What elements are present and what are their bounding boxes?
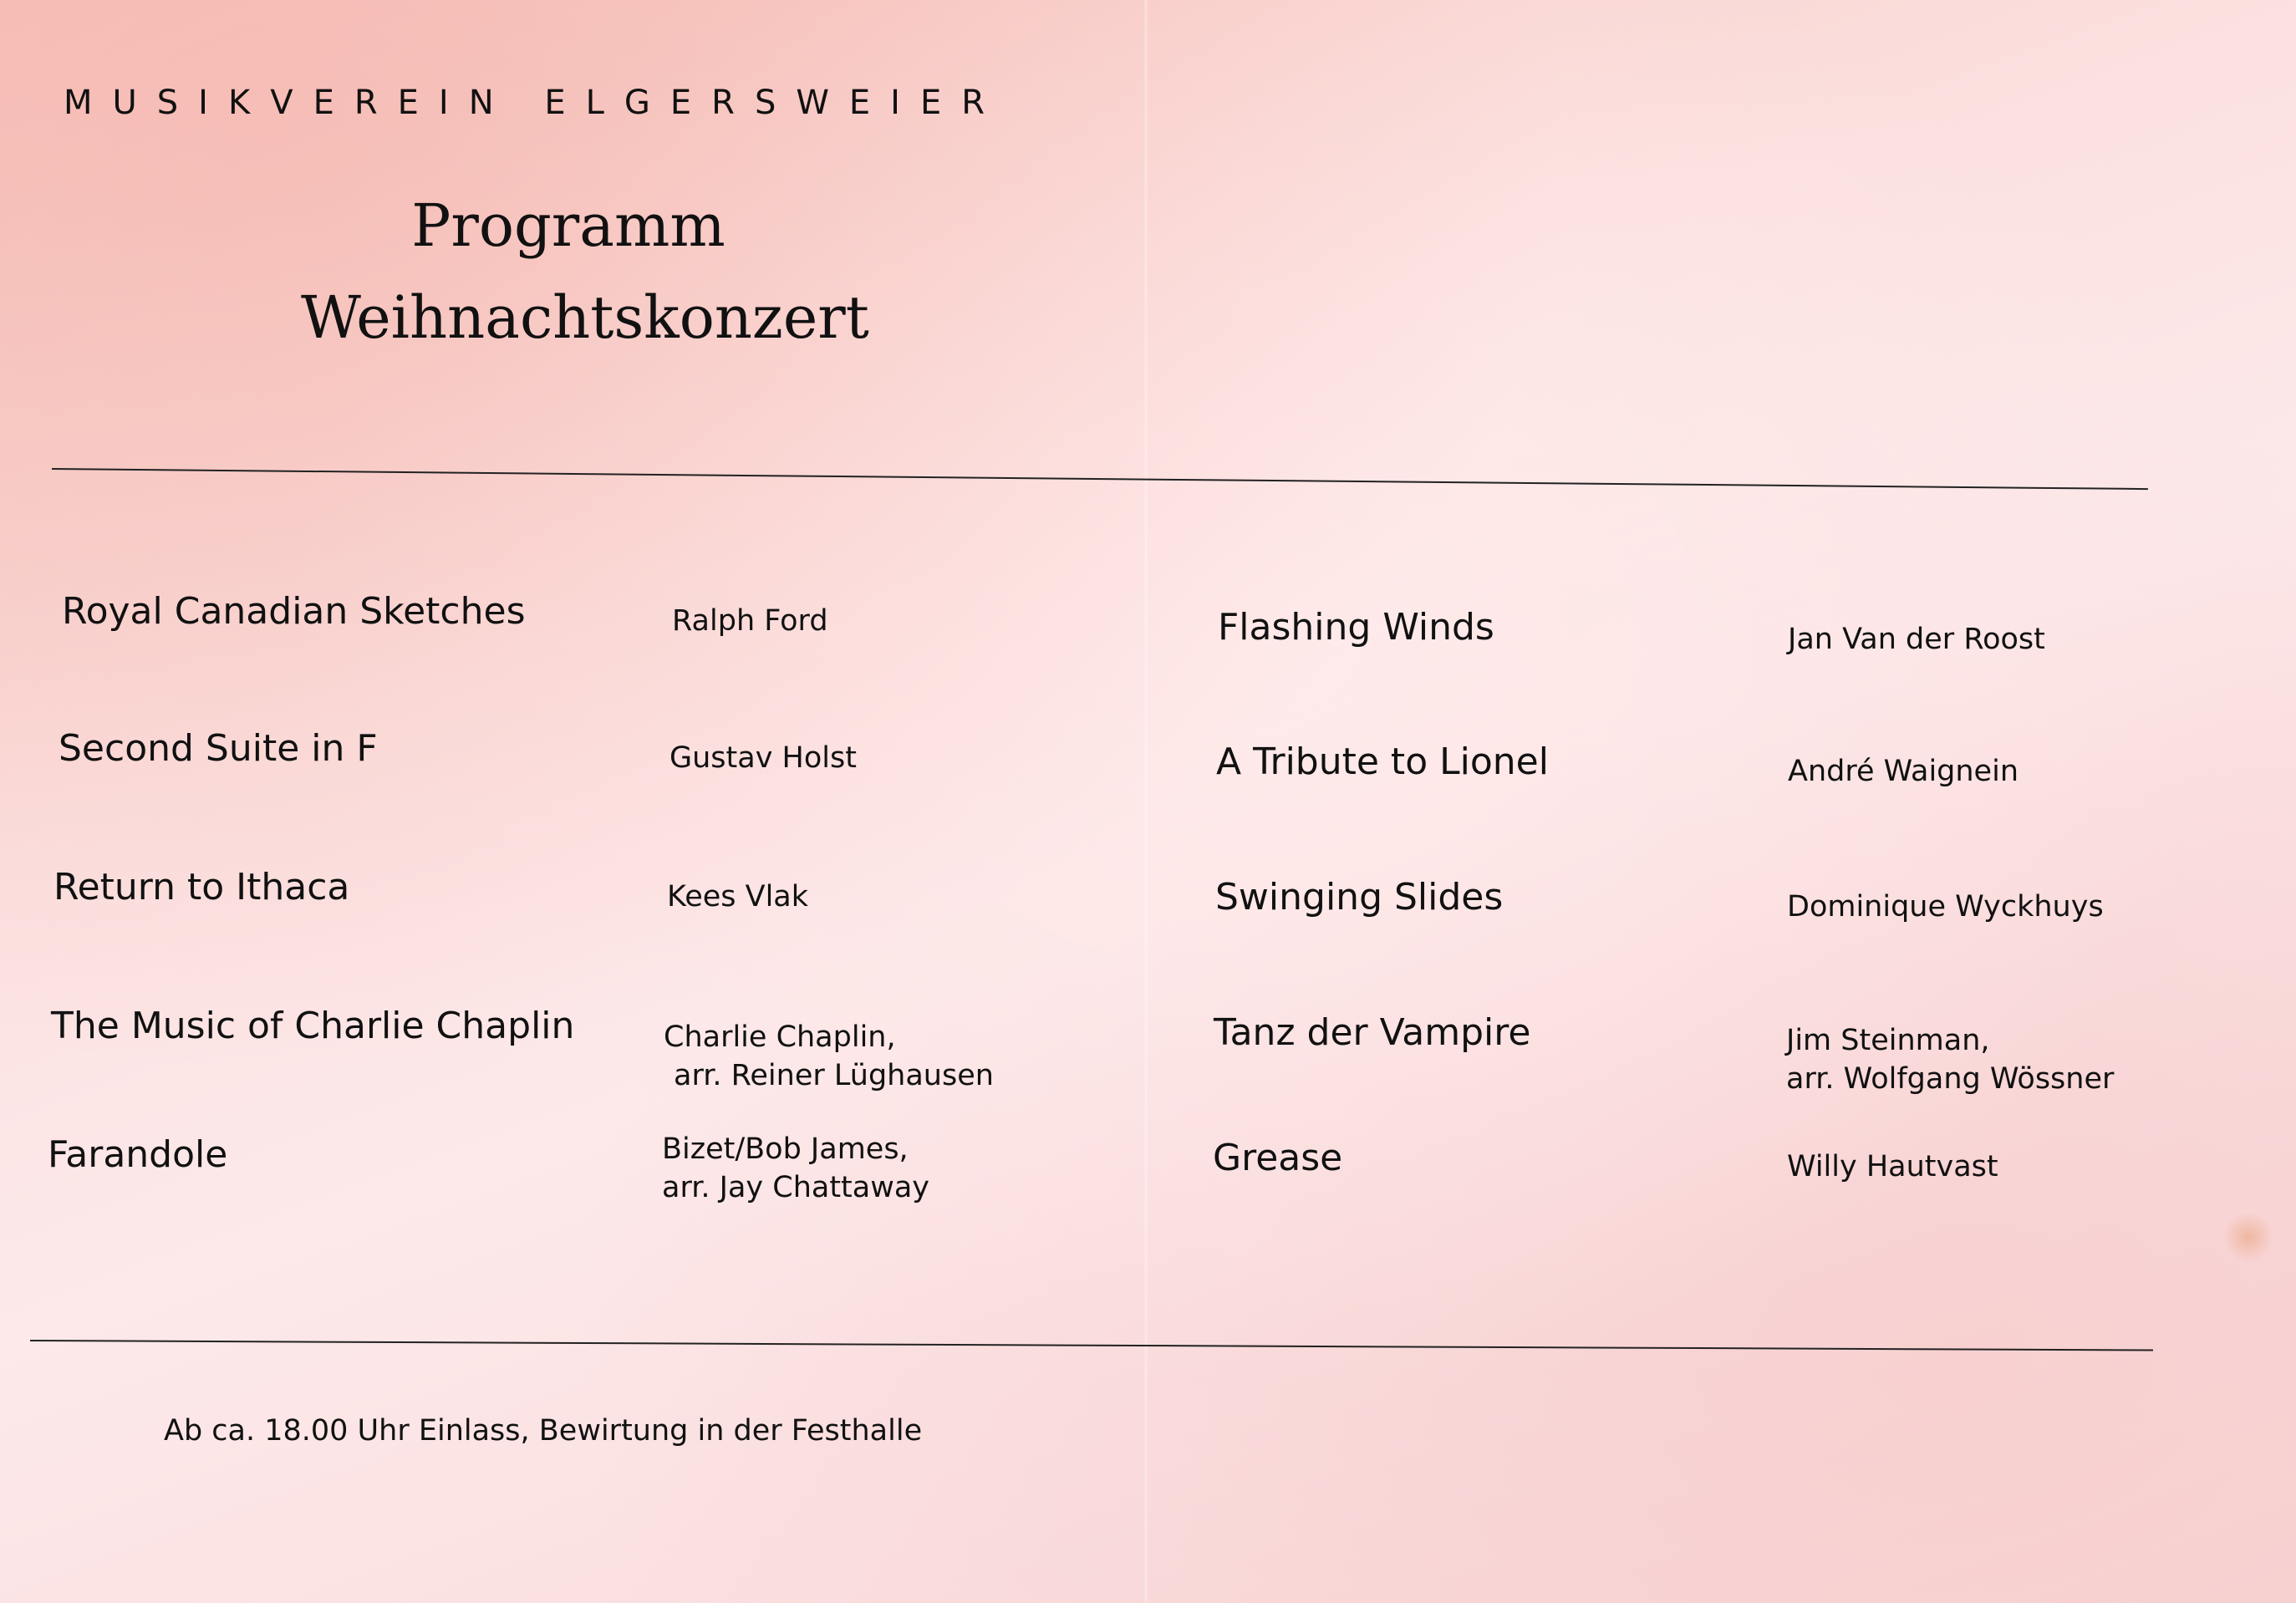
program-item-composer xyxy=(669,739,857,777)
composer-name: Kees Vlak xyxy=(667,880,809,913)
composer-name: Jan Van der Roost xyxy=(1788,623,2045,656)
composer-name: Charlie Chaplin, xyxy=(664,1020,896,1054)
composer-name: André Waignein xyxy=(1788,755,2019,788)
program-item-composer xyxy=(672,602,828,640)
page-fold xyxy=(1143,0,1148,1603)
footer-note: Ab ca. 18.00 Uhr Einlass, Bewirtung in der Festhalle xyxy=(164,1414,923,1448)
page-title xyxy=(301,180,869,364)
bottom-divider xyxy=(30,1340,2153,1351)
program-item-composer xyxy=(1786,1021,2114,1098)
composer-name: Ralph Ford xyxy=(672,604,828,638)
program-item-title: Grease xyxy=(1213,1137,1343,1179)
program-item-title: Return to Ithaca xyxy=(53,866,350,908)
program-item-title: Farandole xyxy=(48,1133,228,1176)
program-item-title: Tanz der Vampire xyxy=(1214,1011,1531,1054)
program-item-title: The Music of Charlie Chaplin xyxy=(51,1005,575,1047)
composer-name: Gustav Holst xyxy=(669,741,857,775)
program-item-composer xyxy=(1788,752,2019,791)
program-item-composer xyxy=(664,1018,994,1095)
program-item-title: Flashing Winds xyxy=(1218,606,1494,649)
program-item-composer xyxy=(667,878,808,916)
arranger-name: arr. Wolfgang Wössner xyxy=(1786,1062,2115,1096)
program-item-title: Royal Canadian Sketches xyxy=(62,590,526,633)
program-item-composer xyxy=(1787,888,2104,926)
program-item-composer xyxy=(1787,1148,1998,1186)
top-divider xyxy=(52,468,2148,490)
program-item-composer xyxy=(1788,620,2045,659)
composer-name: Dominique Wyckhuys xyxy=(1787,890,2104,924)
program-item-composer xyxy=(662,1130,929,1207)
program-item-title: Second Suite in F xyxy=(59,727,378,770)
arranger-name: arr. Reiner Lüghausen xyxy=(674,1059,994,1092)
composer-name: Jim Steinman, xyxy=(1786,1024,1990,1057)
program-item-title: A Tribute to Lionel xyxy=(1216,740,1549,783)
arranger-name: arr. Jay Chattaway xyxy=(662,1171,930,1204)
program-item-title: Swinging Slides xyxy=(1215,876,1504,919)
composer-name: Willy Hautvast xyxy=(1787,1150,1998,1183)
title-weihnachtskonzert: Weihnachtskonzert xyxy=(301,283,869,352)
composer-name: Bizet/Bob James, xyxy=(662,1132,909,1166)
organization-name: MUSIKVEREIN ELGERSWEIER xyxy=(64,84,1005,122)
paper-stain xyxy=(2223,1212,2273,1262)
title-programm: Programm xyxy=(411,191,725,260)
